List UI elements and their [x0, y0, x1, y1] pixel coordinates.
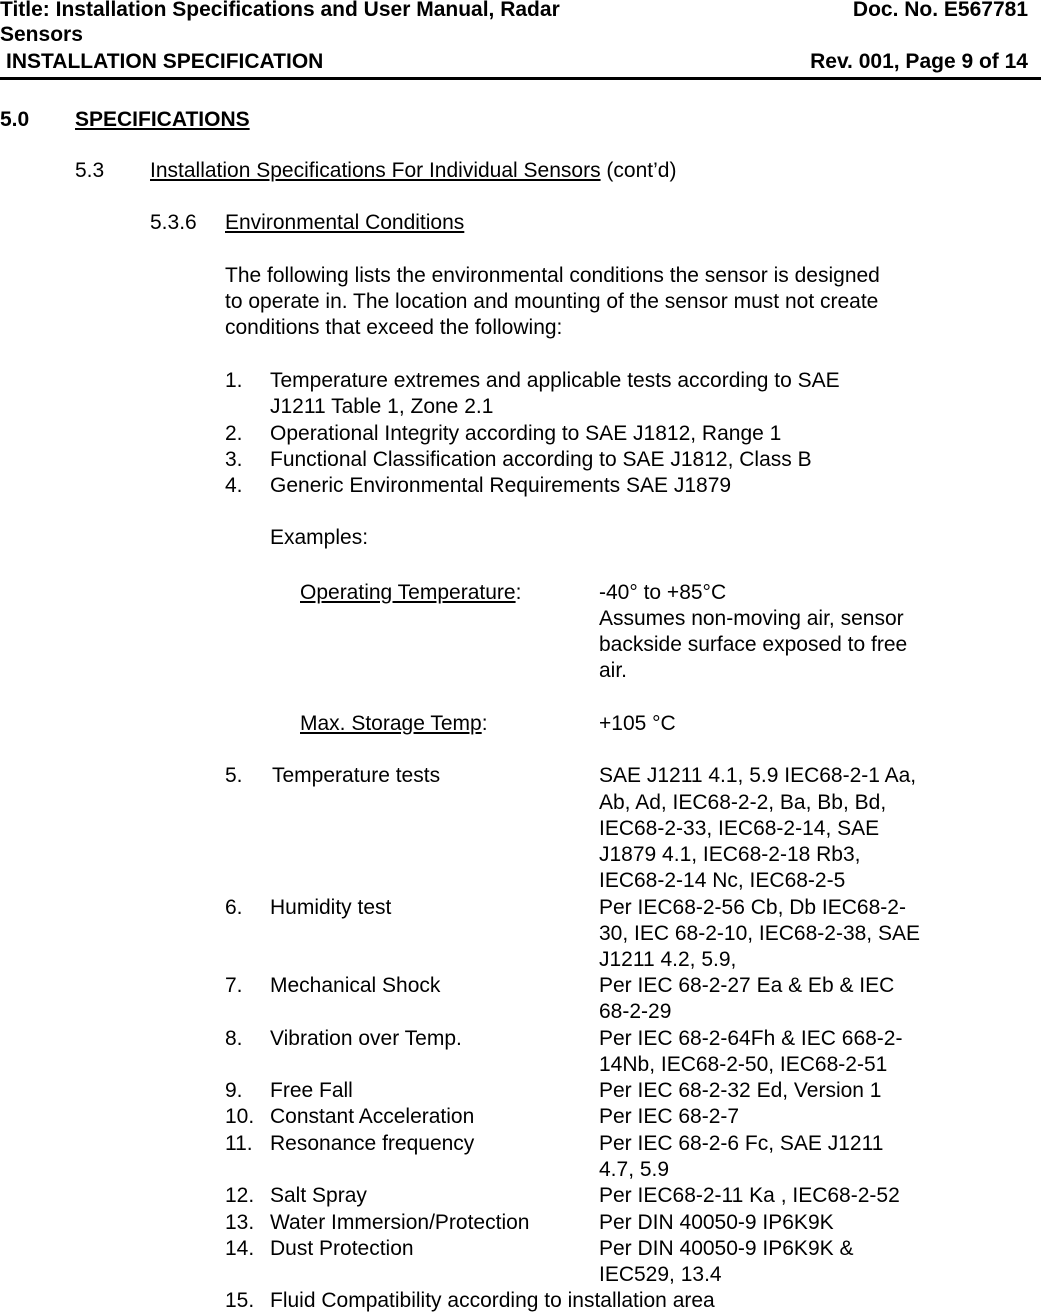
example-label-colon: : [481, 712, 488, 735]
test-name: Free Fall [270, 1079, 353, 1102]
test-spec: Per DIN 40050-9 IP6K9K [599, 1211, 834, 1234]
test-name: Dust Protection [270, 1237, 414, 1260]
test-number: 14. [225, 1237, 255, 1260]
test-spec: J1879 4.1, IEC68-2-18 Rb3, [599, 843, 861, 866]
list-item-text: Temperature extremes and applicable tests according to SAE [270, 369, 840, 392]
test-spec: IEC68-2-33, IEC68-2-14, SAE [599, 817, 880, 840]
section-title: SPECIFICATIONS [75, 108, 250, 131]
test-number: 7. [225, 974, 243, 997]
test-spec: Per IEC 68-2-6 Fc, SAE J1211 [599, 1132, 884, 1155]
test-spec: Ab, Ad, IEC68-2-2, Ba, Bb, Bd, [599, 791, 887, 814]
test-spec: 14Nb, IEC68-2-50, IEC68-2-51 [599, 1053, 888, 1076]
intro-line: conditions that exceed the following: [225, 316, 563, 339]
example-value: backside surface exposed to free [599, 633, 908, 656]
intro-line: to operate in. The location and mounting of the sensor must not create [225, 290, 879, 313]
test-number: 10. [225, 1105, 255, 1128]
test-spec: Per DIN 40050-9 IP6K9K & [599, 1237, 854, 1260]
list-item-text: J1211 Table 1, Zone 2.1 [270, 395, 494, 418]
example-label-colon: : [515, 581, 522, 604]
test-name: Water Immersion/Protection [270, 1211, 530, 1234]
example-label [300, 580, 521, 606]
test-spec: IEC529, 13.4 [599, 1263, 722, 1286]
example-label-text: Operating Temperature [300, 581, 516, 604]
example-value: -40° to +85°C [599, 581, 727, 604]
test-spec: 30, IEC 68-2-10, IEC68-2-38, SAE [599, 922, 920, 945]
example-value: air. [599, 659, 628, 682]
list-item-text: Operational Integrity according to SAE J1812, Range 1 [270, 422, 782, 445]
test-spec: IEC68-2-14 Nc, IEC68-2-5 [599, 869, 846, 892]
test-number: 9. [225, 1079, 243, 1102]
test-name: Salt Spray [270, 1184, 367, 1207]
test-number: 8. [225, 1027, 243, 1050]
list-item-text: Generic Environmental Requirements SAE J1879 [270, 474, 732, 497]
test-number: 11. [225, 1132, 253, 1155]
test-spec: Per IEC 68-2-7 [599, 1105, 740, 1128]
test-spec: J1211 4.2, 5.9, [599, 948, 737, 971]
test-name: Resonance frequency [270, 1132, 475, 1155]
test-spec: Per IEC 68-2-32 Ed, Version 1 [599, 1079, 882, 1102]
test-name: Temperature tests [272, 764, 441, 787]
test-name: Humidity test [270, 896, 392, 919]
list-item-number: 3. [225, 448, 243, 471]
subsection-suffix: (cont’d) [600, 159, 677, 182]
list-item-text: Functional Classification according to SAE J1812, Class B [270, 448, 812, 471]
section-number: 5.0 [0, 108, 30, 131]
subsubsection-title: Environmental Conditions [225, 211, 465, 234]
test-name: Constant Acceleration [270, 1105, 475, 1128]
list-item-number: 4. [225, 474, 243, 497]
doc-section-label: INSTALLATION SPECIFICATION [6, 50, 324, 73]
example-label [300, 711, 488, 737]
doc-number: Doc. No. E567781 [852, 0, 1028, 21]
test-number: 13. [225, 1211, 255, 1234]
subsection-number: 5.3 [75, 159, 105, 182]
list-item-number: 1. [225, 369, 243, 392]
test-spec: 4.7, 5.9 [599, 1158, 670, 1181]
test-spec: Per IEC68-2-11 Ka , IEC68-2-52 [599, 1184, 900, 1207]
example-value: Assumes non-moving air, sensor [599, 607, 904, 630]
rev-page: Rev. 001, Page 9 of 14 [810, 50, 1028, 73]
test-spec: SAE J1211 4.1, 5.9 IEC68-2-1 Aa, [599, 764, 917, 787]
test-name: Vibration over Temp. [270, 1027, 462, 1050]
test-number: 15. [225, 1289, 255, 1312]
subsection-title: Installation Specifications For Individual Sensors [150, 159, 601, 182]
test-number: 6. [225, 896, 243, 919]
test-spec: Per IEC 68-2-27 Ea & Eb & IEC [599, 974, 895, 997]
test-spec: Per IEC68-2-56 Cb, Db IEC68-2- [599, 896, 906, 919]
subsection-heading [150, 158, 676, 184]
example-value: +105 °C [599, 712, 676, 735]
subsubsection-number: 5.3.6 [150, 211, 197, 234]
example-label-text: Max. Storage Temp [300, 712, 482, 735]
test-name: Mechanical Shock [270, 974, 441, 997]
test-name: Fluid Compatibility according to installation area [270, 1289, 715, 1312]
test-spec: 68-2-29 [599, 1000, 672, 1023]
test-number: 5. [225, 764, 243, 787]
doc-title-line2: Sensors [0, 23, 83, 46]
header-rule [0, 77, 1041, 80]
list-item-number: 2. [225, 422, 243, 445]
intro-line: The following lists the environmental conditions the sensor is designed [225, 264, 880, 287]
examples-label: Examples: [270, 526, 369, 549]
test-spec: Per IEC 68-2-64Fh & IEC 668-2- [599, 1027, 903, 1050]
test-number: 12. [225, 1184, 255, 1207]
doc-title-line1: Title: Installation Specifications and User Manual, Radar [0, 0, 560, 21]
